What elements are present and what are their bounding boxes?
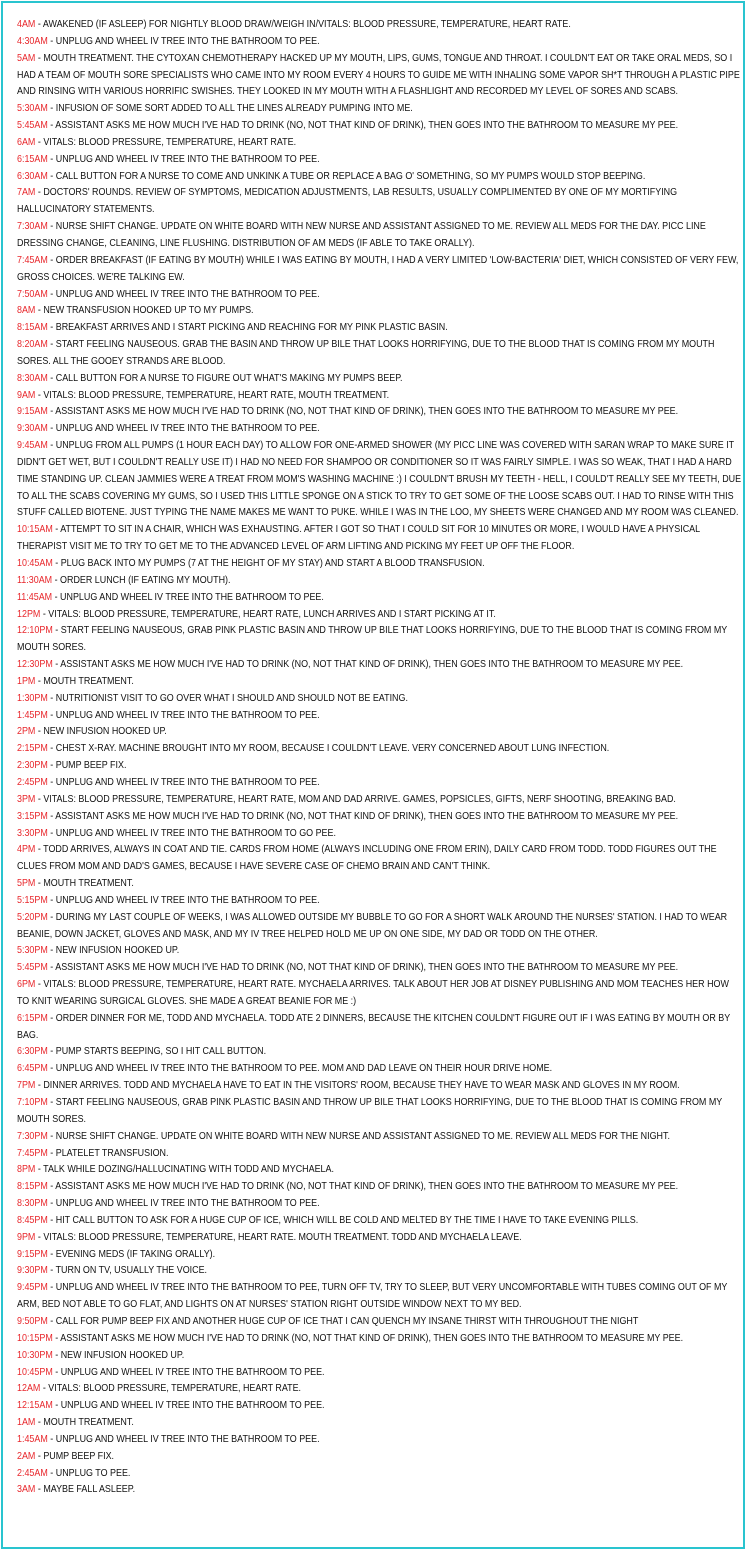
entry-time: 10:30PM: [17, 1349, 53, 1361]
entry-time: 1:30PM: [17, 692, 48, 704]
entry-text: VITALS: BLOOD PRESSURE, TEMPERATURE, HEART RATE.: [48, 1383, 302, 1395]
entry-text: VITALS: BLOOD PRESSURE, TEMPERATURE, HEART RATE, MOM AND DAD ARRIVE. GAMES, POPSICLES, GIFTS, NERF SHOOTING, BREAKING BAD.: [43, 793, 676, 805]
schedule-entry: 2AM - PUMP BEEP FIX.: [17, 1450, 115, 1462]
entry-text: TALK WHILE DOZING/HALLUCINATING WITH TODD AND MYCHAELA.: [43, 1164, 334, 1176]
entry-text: START FEELING NAUSEOUS. GRAB THE BASIN AND THROW UP BILE THAT LOOKS HORRIFYING, DUE TO THE BLOOD THAT IS COMING FROM MY MOUTH SORES. ALL THE GOOEY STRANDS ARE BLOOD.: [17, 339, 715, 367]
entry-time: 6:45PM: [17, 1063, 48, 1075]
entry-time: 6PM: [17, 979, 36, 991]
schedule-entry: 5:30PM - NEW INFUSION HOOKED UP.: [17, 945, 180, 957]
entry-text: VITALS: BLOOD PRESSURE, TEMPERATURE, HEART RATE.: [43, 136, 297, 148]
schedule-entry: 2:45PM - UNPLUG AND WHEEL IV TREE INTO THE BATHROOM TO PEE.: [17, 776, 320, 788]
schedule-entry: 6:30AM - CALL BUTTON FOR A NURSE TO COME AND UNKINK A TUBE OR REPLACE A BAG O' SOMETHING, SO MY PUMPS WOULD STOP BEEPING.: [17, 170, 646, 182]
schedule-entry: 7AM - DOCTORS' ROUNDS. REVIEW OF SYMPTOMS, MEDICATION ADJUSTMENTS, LAB RESULTS, USUALLY COMPLIMENTED BY ONE OF MY MORTIFYING HALLUCINATORY STATEMENTS.: [17, 187, 678, 216]
entry-text: ORDER LUNCH (IF EATING MY MOUTH).: [60, 574, 231, 586]
entry-time: 7:30PM: [17, 1130, 48, 1142]
entry-text: NEW INFUSION HOOKED UP.: [55, 945, 180, 957]
entry-text: UNPLUG AND WHEEL IV TREE INTO THE BATHROOM TO GO PEE.: [55, 827, 336, 839]
entry-text: UNPLUG AND WHEEL IV TREE INTO THE BATHROOM TO PEE.: [60, 591, 324, 603]
schedule-entry: 12PM - VITALS: BLOOD PRESSURE, TEMPERATURE, HEART RATE, LUNCH ARRIVES AND I START PICKING AT IT.: [17, 608, 496, 620]
entry-text: MOUTH TREATMENT.: [43, 675, 134, 687]
entry-text: UNPLUG AND WHEEL IV TREE INTO THE BATHROOM TO PEE.: [60, 1366, 325, 1378]
entry-time: 2:45PM: [17, 776, 48, 788]
entry-text: BREAKFAST ARRIVES AND I START PICKING AND REACHING FOR MY PINK PLASTIC BASIN.: [55, 322, 448, 334]
schedule-entry: 5:30AM - INFUSION OF SOME SORT ADDED TO ALL THE LINES ALREADY PUMPING INTO ME.: [17, 103, 413, 115]
entry-time: 9:30AM: [17, 423, 48, 435]
schedule-entry: 6PM - VITALS: BLOOD PRESSURE, TEMPERATURE, HEART RATE. MYCHAELA ARRIVES. TALK ABOUT HER JOB AT DISNEY PUBLISHING AND MOM TEACHES HER HOW TO KNIT WEARING SURGICAL GLOVES. SHE MADE A GREAT BEANIE FOR ME :): [17, 979, 729, 1007]
entry-time: 1:45PM: [17, 709, 48, 721]
schedule-entry: 10:30PM - NEW INFUSION HOOKED UP.: [17, 1349, 185, 1361]
entry-time: 4AM: [17, 19, 36, 30]
entry-text: VITALS: BLOOD PRESSURE, TEMPERATURE, HEART RATE. MYCHAELA ARRIVES. TALK ABOUT HER JOB AT DISNEY PUBLISHING AND MOM TEACHES HER HOW TO KNIT WEARING SURGICAL GLOVES. SHE MADE A GREAT BEANIE FOR ME :): [17, 979, 729, 1007]
entry-text: CALL BUTTON FOR A NURSE TO COME AND UNKINK A TUBE OR REPLACE A BAG O' SOMETHING, SO MY PUMPS WOULD STOP BEEPING.: [55, 170, 646, 182]
schedule-entry: 9AM - VITALS: BLOOD PRESSURE, TEMPERATURE, HEART RATE, MOUTH TREATMENT.: [17, 389, 390, 401]
entry-text: UNPLUG AND WHEEL IV TREE INTO THE BATHROOM TO PEE. MOM AND DAD LEAVE ON THEIR HOUR DRIVE HOME.: [55, 1063, 553, 1075]
entry-time: 8PM: [17, 1164, 36, 1176]
entry-time: 5:45PM: [17, 962, 48, 974]
entry-text: CALL BUTTON FOR A NURSE TO FIGURE OUT WHAT'S MAKING MY PUMPS BEEP.: [55, 372, 403, 384]
entry-time: 3PM: [17, 793, 36, 805]
schedule-entry: 2PM - NEW INFUSION HOOKED UP.: [17, 726, 167, 738]
schedule-entry: 9:45PM - UNPLUG AND WHEEL IV TREE INTO THE BATHROOM TO PEE, TURN OFF TV, TRY TO SLEEP, BUT VERY UNCOMFORTABLE WITH TUBES COMING OUT OF MY ARM, BED NOT ABLE TO GO FLAT, AND LIGHTS ON AT NURSES' STATION RIGHT OUTSIDE WINDOW NEXT TO MY BED.: [17, 1282, 728, 1311]
schedule-entry: 9:45AM - UNPLUG FROM ALL PUMPS (1 HOUR EACH DAY) TO ALLOW FOR ONE-ARMED SHOWER (MY PICC LINE WAS COVERED WITH SARAN WRAP TO MAKE SURE IT DIDN'T GET WET, BUT I COULDN'T REALLY USE IT) I HAD NO NEED FOR SHAMPOO OR CONDITIONER SO IT WAS FAIRLY SIMPLE. I WAS SO WEAK, THAT I HAD A HARD TIME STANDING UP. CLEAN JAMMIES WERE A TREAT FROM MOM'S WASHING MACHINE :) I COULDN'T BRUSH MY TEETH - HELL, I COULD'T REALLY SEE MY TEETH, DUE TO ALL THE SCABS COVERING MY GUMS, SO I USED THIS LITTLE SPONGE ON A STICK TO TRY TO GET SOME OF THE LOOSE SCABS OUT. I HAD TO RINSE WITH THIS STUFF CALLED BIOTENE. JUST TYPING THE NAME MAKES ME WANT TO PUKE. WHILE I WAS IN THE LOO, MY SHEETS WERE CHANGED AND MY ROOM WAS CLEANED.: [17, 440, 742, 519]
entry-time: 7:50AM: [17, 288, 48, 300]
entry-time: 1:45AM: [17, 1433, 48, 1445]
schedule-entry: 1:30PM - NUTRITIONIST VISIT TO GO OVER WHAT I SHOULD AND SHOULD NOT BE EATING.: [17, 692, 408, 704]
entry-time: 12:15AM: [17, 1400, 53, 1412]
schedule-entry: 5:15PM - UNPLUG AND WHEEL IV TREE INTO THE BATHROOM TO PEE.: [17, 894, 320, 906]
entry-text: NUTRITIONIST VISIT TO GO OVER WHAT I SHOULD AND SHOULD NOT BE EATING.: [55, 692, 408, 704]
entry-text: UNPLUG AND WHEEL IV TREE INTO THE BATHROOM TO PEE.: [55, 1433, 320, 1445]
entry-time: 10:15AM: [17, 524, 53, 536]
daily-schedule: [17, 17, 741, 1499]
entry-text: MOUTH TREATMENT.: [43, 878, 134, 890]
entry-time: 6:30AM: [17, 170, 48, 182]
entry-time: 7:45PM: [17, 1147, 48, 1159]
schedule-entry: 7:30AM - NURSE SHIFT CHANGE. UPDATE ON WHITE BOARD WITH NEW NURSE AND ASSISTANT ASSIGNED TO ME. REVIEW ALL MEDS FOR THE DAY. PICC LINE DRESSING CHANGE, CLEANING, LINE FLUSHING. DISTRIBUTION OF AM MEDS (IF ABLE TO TAKE ORALLY).: [17, 221, 706, 249]
entry-text: START FEELING NAUSEOUS, GRAB PINK PLASTIC BASIN AND THROW UP BILE THAT LOOKS HORRIFYING, DUE TO THE BLOOD THAT IS COMING FROM MY MOUTH SORES.: [17, 1097, 723, 1125]
schedule-entry: 8PM - TALK WHILE DOZING/HALLUCINATING WITH TODD AND MYCHAELA.: [17, 1164, 334, 1176]
entry-time: 6:30PM: [17, 1046, 48, 1058]
schedule-entry: 5:20PM - DURING MY LAST COUPLE OF WEEKS, I WAS ALLOWED OUTSIDE MY BUBBLE TO GO FOR A SHORT WALK AROUND THE NURSES' STATION. I HAD TO WEAR BEANIE, DOWN JACKET, GLOVES AND MASK, AND MY IV TREE HELPED HOLD ME UP ON ONE SIDE, MY DAD OR TODD ON THE OTHER.: [17, 911, 728, 940]
schedule-entry: 1AM - MOUTH TREATMENT.: [17, 1417, 134, 1429]
entry-time: 2PM: [17, 726, 36, 738]
entry-text: UNPLUG AND WHEEL IV TREE INTO THE BATHROOM TO PEE.: [55, 288, 320, 300]
schedule-entry: 11:45AM - UNPLUG AND WHEEL IV TREE INTO THE BATHROOM TO PEE.: [17, 591, 324, 603]
schedule-entry: 4PM - TODD ARRIVES, ALWAYS IN COAT AND TIE. CARDS FROM HOME (ALWAYS INCLUDING ONE FROM ERIN), DAILY CARD FROM TODD. TODD FIGURES OUT THE CLUES FROM MOM AND DAD'S GAMES, BECAUSE I HAVE SEVERE CASE OF CHEMO BRAIN AND CAN'T THINK.: [17, 844, 717, 873]
schedule-entry: 8:30AM - CALL BUTTON FOR A NURSE TO FIGURE OUT WHAT'S MAKING MY PUMPS BEEP.: [17, 372, 403, 384]
entry-time: 10:15PM: [17, 1332, 53, 1344]
schedule-entry: 7:10PM - START FEELING NAUSEOUS, GRAB PINK PLASTIC BASIN AND THROW UP BILE THAT LOOKS HORRIFYING, DUE TO THE BLOOD THAT IS COMING FROM MY MOUTH SORES.: [17, 1097, 723, 1125]
schedule-entry: 12:10PM - START FEELING NAUSEOUS, GRAB PINK PLASTIC BASIN AND THROW UP BILE THAT LOOKS HORRIFYING, DUE TO THE BLOOD THAT IS COMING FROM MY MOUTH SORES.: [17, 625, 728, 654]
entry-time: 4PM: [17, 844, 36, 856]
entry-text: ASSISTANT ASKS ME HOW MUCH I'VE HAD TO DRINK (NO, NOT THAT KIND OF DRINK), THEN GOES INTO THE BATHROOM TO MEASURE MY PEE.: [55, 120, 679, 132]
entry-time: 8AM: [17, 305, 36, 317]
entry-time: 8:15AM: [17, 322, 48, 334]
entry-time: 8:30AM: [17, 372, 48, 384]
entry-time: 6:15AM: [17, 153, 48, 165]
entry-time: 4:30AM: [17, 35, 48, 47]
entry-text: PUMP STARTS BEEPING, SO I HIT CALL BUTTON.: [55, 1046, 267, 1058]
entry-time: 9AM: [17, 389, 36, 401]
entry-text: MOUTH TREATMENT.: [43, 1417, 134, 1429]
schedule-entry: 8:15AM - BREAKFAST ARRIVES AND I START PICKING AND REACHING FOR MY PINK PLASTIC BASIN.: [17, 322, 448, 334]
entry-text: START FEELING NAUSEOUS, GRAB PINK PLASTIC BASIN AND THROW UP BILE THAT LOOKS HORRIFYING, DUE TO THE BLOOD THAT IS COMING FROM MY MOUTH SORES.: [17, 625, 728, 654]
entry-time: 5AM: [17, 52, 36, 64]
schedule-entry: 4:30AM - UNPLUG AND WHEEL IV TREE INTO THE BATHROOM TO PEE.: [17, 35, 320, 47]
entry-time: 11:45AM: [17, 591, 53, 603]
entry-text: UNPLUG AND WHEEL IV TREE INTO THE BATHROOM TO PEE.: [55, 894, 320, 906]
entry-time: 1AM: [17, 1417, 36, 1429]
entry-text: DURING MY LAST COUPLE OF WEEKS, I WAS ALLOWED OUTSIDE MY BUBBLE TO GO FOR A SHORT WALK AROUND THE NURSES' STATION. I HAD TO WEAR BEANIE, DOWN JACKET, GLOVES AND MASK, AND MY IV TREE HELPED HOLD ME UP ON ONE SIDE, MY DAD OR TODD ON THE OTHER.: [17, 911, 728, 940]
schedule-entry: 7:50AM - UNPLUG AND WHEEL IV TREE INTO THE BATHROOM TO PEE.: [17, 288, 320, 300]
entry-time: 5:30PM: [17, 945, 48, 957]
entry-time: 2:30PM: [17, 760, 48, 772]
entry-text: VITALS: BLOOD PRESSURE, TEMPERATURE, HEART RATE, LUNCH ARRIVES AND I START PICKING AT IT.: [48, 608, 496, 620]
entry-time: 12:10PM: [17, 625, 53, 637]
schedule-entry: 6:15PM - ORDER DINNER FOR ME, TODD AND MYCHAELA. TODD ATE 2 DINNERS, BECAUSE THE KITCHEN COULDN'T FIGURE OUT IF I WAS EATING BY MOUTH OR BY BAG.: [17, 1012, 731, 1041]
entry-time: 7:10PM: [17, 1097, 48, 1108]
schedule-entry: 9:50PM - CALL FOR PUMP BEEP FIX AND ANOTHER HUGE CUP OF ICE THAT I CAN QUENCH MY INSANE THIRST WITH THROUGHOUT THE NIGHT: [17, 1315, 639, 1327]
entry-time: 10:45PM: [17, 1366, 53, 1378]
schedule-entry: 11:30AM - ORDER LUNCH (IF EATING MY MOUTH).: [17, 574, 231, 586]
entry-text: PUMP BEEP FIX.: [55, 760, 127, 772]
entry-time: 2AM: [17, 1450, 36, 1462]
schedule-entry: 1:45PM - UNPLUG AND WHEEL IV TREE INTO THE BATHROOM TO PEE.: [17, 709, 320, 721]
schedule-entry: 3:15PM - ASSISTANT ASKS ME HOW MUCH I'VE HAD TO DRINK (NO, NOT THAT KIND OF DRINK), THEN GOES INTO THE BATHROOM TO MEASURE MY PEE.: [17, 810, 679, 822]
entry-time: 2:45AM: [17, 1467, 48, 1479]
entry-time: 6:15PM: [17, 1012, 48, 1024]
entry-text: CALL FOR PUMP BEEP FIX AND ANOTHER HUGE CUP OF ICE THAT I CAN QUENCH MY INSANE THIRST WITH THROUGHOUT THE NIGHT: [55, 1315, 639, 1327]
entry-text: VITALS: BLOOD PRESSURE, TEMPERATURE, HEART RATE. MOUTH TREATMENT. TODD AND MYCHAELA LEAVE.: [43, 1231, 522, 1243]
entry-time: 8:45PM: [17, 1214, 48, 1226]
schedule-entry: 7:45PM - PLATELET TRANSFUSION.: [17, 1147, 169, 1159]
entry-time: 9:15PM: [17, 1248, 48, 1260]
entry-text: NEW TRANSFUSION HOOKED UP TO MY PUMPS.: [43, 305, 254, 317]
schedule-entry: 2:15PM - CHEST X-RAY. MACHINE BROUGHT INTO MY ROOM, BECAUSE I COULDN'T LEAVE. VERY CONCERNED ABOUT LUNG INFECTION.: [17, 743, 610, 755]
entry-time: 1PM: [17, 675, 36, 687]
schedule-entry: 12AM - VITALS: BLOOD PRESSURE, TEMPERATURE, HEART RATE.: [17, 1383, 302, 1395]
schedule-entry: 3:30PM - UNPLUG AND WHEEL IV TREE INTO THE BATHROOM TO GO PEE.: [17, 827, 336, 839]
entry-time: 6AM: [17, 136, 36, 148]
entry-text: NURSE SHIFT CHANGE. UPDATE ON WHITE BOARD WITH NEW NURSE AND ASSISTANT ASSIGNED TO ME. REVIEW ALL MEDS FOR THE NIGHT.: [55, 1130, 670, 1142]
entry-time: 5:15PM: [17, 894, 48, 906]
entry-time: 11:30AM: [17, 574, 53, 586]
schedule-entry: 9:15PM - EVENING MEDS (IF TAKING ORALLY).: [17, 1248, 216, 1260]
schedule-entry: 6:45PM - UNPLUG AND WHEEL IV TREE INTO THE BATHROOM TO PEE. MOM AND DAD LEAVE ON THEIR HOUR DRIVE HOME.: [17, 1063, 553, 1075]
entry-text: PLUG BACK INTO MY PUMPS (7 AT THE HEIGHT OF MY STAY) AND START A BLOOD TRANSFUSION.: [60, 558, 485, 569]
entry-text: PLATELET TRANSFUSION.: [55, 1147, 169, 1159]
entry-text: UNPLUG AND WHEEL IV TREE INTO THE BATHROOM TO PEE.: [55, 423, 320, 435]
entry-text: ASSISTANT ASKS ME HOW MUCH I'VE HAD TO DRINK (NO, NOT THAT KIND OF DRINK), THEN GOES INTO THE BATHROOM TO MEASURE MY PEE.: [55, 1181, 679, 1193]
entry-time: 7AM: [17, 187, 36, 199]
entry-text: UNPLUG FROM ALL PUMPS (1 HOUR EACH DAY) TO ALLOW FOR ONE-ARMED SHOWER (MY PICC LINE WAS COVERED WITH SARAN WRAP TO MAKE SURE IT DIDN'T GET WET, BUT I COULDN'T REALLY USE IT) I HAD NO NEED FOR SHAMPOO OR CONDITIONER SO IT WAS FAIRLY SIMPLE. I WAS SO WEAK, THAT I HAD A HARD TIME STANDING UP. CLEAN JAMMIES WERE A TREAT FROM MOM'S WASHING MACHINE :) I COULDN'T BRUSH MY TEETH - HELL, I COULD'T REALLY SEE MY TEETH, DUE TO ALL THE SCABS COVERING MY GUMS, SO I USED THIS LITTLE SPONGE ON A STICK TO TRY TO GET SOME OF THE LOOSE SCABS OUT. I HAD TO RINSE WITH THIS STUFF CALLED BIOTENE. JUST TYPING THE NAME MAKES ME WANT TO PUKE. WHILE I WAS IN THE LOO, MY SHEETS WERE CHANGED AND MY ROOM WAS CLEANED.: [17, 440, 742, 519]
entry-text: HIT CALL BUTTON TO ASK FOR A HUGE CUP OF ICE, WHICH WILL BE COLD AND MELTED BY THE TIME I HAVE TO TAKE EVENING PILLS.: [55, 1214, 639, 1226]
schedule-entry: 8:15PM - ASSISTANT ASKS ME HOW MUCH I'VE HAD TO DRINK (NO, NOT THAT KIND OF DRINK), THEN GOES INTO THE BATHROOM TO MEASURE MY PEE.: [17, 1181, 679, 1193]
entry-time: 9:45PM: [17, 1282, 48, 1294]
entry-text: DOCTORS' ROUNDS. REVIEW OF SYMPTOMS, MEDICATION ADJUSTMENTS, LAB RESULTS, USUALLY COMPLIMENTED BY ONE OF MY MORTIFYING HALLUCINATORY STATEMENTS.: [17, 187, 678, 216]
schedule-frame: [1, 1, 745, 1549]
schedule-entry: 5:45AM - ASSISTANT ASKS ME HOW MUCH I'VE HAD TO DRINK (NO, NOT THAT KIND OF DRINK), THEN GOES INTO THE BATHROOM TO MEASURE MY PEE.: [17, 120, 679, 132]
schedule-entry: 8:30PM - UNPLUG AND WHEEL IV TREE INTO THE BATHROOM TO PEE.: [17, 1198, 320, 1210]
schedule-entry: 3PM - VITALS: BLOOD PRESSURE, TEMPERATURE, HEART RATE, MOM AND DAD ARRIVE. GAMES, POPSICLES, GIFTS, NERF SHOOTING, BREAKING BAD.: [17, 793, 676, 805]
entry-time: 8:20AM: [17, 339, 48, 351]
entry-time: 5PM: [17, 878, 36, 890]
entry-text: ASSISTANT ASKS ME HOW MUCH I'VE HAD TO DRINK (NO, NOT THAT KIND OF DRINK), THEN GOES INTO THE BATHROOM TO MEASURE MY PEE.: [60, 659, 684, 671]
entry-text: VITALS: BLOOD PRESSURE, TEMPERATURE, HEART RATE, MOUTH TREATMENT.: [43, 389, 390, 401]
schedule-entry: 5:45PM - ASSISTANT ASKS ME HOW MUCH I'VE HAD TO DRINK (NO, NOT THAT KIND OF DRINK), THEN GOES INTO THE BATHROOM TO MEASURE MY PEE.: [17, 962, 679, 974]
entry-text: AWAKENED (IF ASLEEP) FOR NIGHTLY BLOOD DRAW/WEIGH IN/VITALS: BLOOD PRESSURE, TEMPERATURE, HEART RATE.: [42, 19, 571, 30]
entry-time: 3:15PM: [17, 810, 48, 822]
entry-text: ASSISTANT ASKS ME HOW MUCH I'VE HAD TO DRINK (NO, NOT THAT KIND OF DRINK), THEN GOES INTO THE BATHROOM TO MEASURE MY PEE.: [60, 1332, 684, 1344]
entry-text: UNPLUG AND WHEEL IV TREE INTO THE BATHROOM TO PEE.: [55, 709, 320, 721]
schedule-entry: 3AM - MAYBE FALL ASLEEP.: [17, 1484, 136, 1496]
entry-time: 9:30PM: [17, 1265, 48, 1277]
entry-time: 5:45AM: [17, 120, 48, 132]
entry-text: NEW INFUSION HOOKED UP.: [43, 726, 167, 738]
entry-time: 3:30PM: [17, 827, 48, 839]
schedule-entry: 6:15AM - UNPLUG AND WHEEL IV TREE INTO THE BATHROOM TO PEE.: [17, 153, 320, 165]
entry-text: INFUSION OF SOME SORT ADDED TO ALL THE LINES ALREADY PUMPING INTO ME.: [55, 103, 413, 115]
entry-time: 9:15AM: [17, 406, 48, 418]
schedule-entry: 7:45AM - ORDER BREAKFAST (IF EATING BY MOUTH) WHILE I WAS EATING BY MOUTH, I HAD A VERY LIMITED 'LOW-BACTERIA' DIET, WHICH CONSISTED OF VERY FEW, GROSS CHOICES. WE'RE TALKING EW.: [17, 254, 739, 283]
entry-time: 9:50PM: [17, 1315, 48, 1327]
entry-time: 7PM: [17, 1080, 36, 1092]
schedule-entry: 9:30PM - TURN ON TV, USUALLY THE VOICE.: [17, 1265, 208, 1277]
schedule-entry: 8:20AM - START FEELING NAUSEOUS. GRAB THE BASIN AND THROW UP BILE THAT LOOKS HORRIFYING, DUE TO THE BLOOD THAT IS COMING FROM MY MOUTH SORES. ALL THE GOOEY STRANDS ARE BLOOD.: [17, 339, 715, 367]
schedule-entry: 10:45AM - PLUG BACK INTO MY PUMPS (7 AT THE HEIGHT OF MY STAY) AND START A BLOOD TRANSFUSION.: [17, 558, 485, 569]
entry-text: NURSE SHIFT CHANGE. UPDATE ON WHITE BOARD WITH NEW NURSE AND ASSISTANT ASSIGNED TO ME. REVIEW ALL MEDS FOR THE DAY. PICC LINE DRESSING CHANGE, CLEANING, LINE FLUSHING. DISTRIBUTION OF AM MEDS (IF ABLE TO TAKE ORALLY).: [17, 221, 706, 249]
schedule-entry: 2:30PM - PUMP BEEP FIX.: [17, 760, 127, 772]
schedule-entry: 1:45AM - UNPLUG AND WHEEL IV TREE INTO THE BATHROOM TO PEE.: [17, 1433, 320, 1445]
schedule-entry: 5AM - MOUTH TREATMENT. THE CYTOXAN CHEMOTHERAPY HACKED UP MY MOUTH, LIPS, GUMS, TONGUE AND THROAT. I COULDN'T EAT OR TAKE ORAL MEDS, SO I HAD A TEAM OF MOUTH SORE SPECIALISTS WHO CAME INTO MY ROOM EVERY 4 HOURS TO GUIDE ME WITH INHALING SOME VAPOR SH*T THROUGH A PLASTIC PIPE AND RINSING WITH VARIOUS HORRIFIC SWISHES. THEY LOOKED IN MY MOUTH WITH A FLASHLIGHT AND RECORDED MY LEVEL OF SORES AND SCABS.: [17, 52, 740, 98]
entry-time: 9:45AM: [17, 440, 48, 452]
schedule-entry: 8AM - NEW TRANSFUSION HOOKED UP TO MY PUMPS.: [17, 305, 254, 317]
entry-text: UNPLUG AND WHEEL IV TREE INTO THE BATHROOM TO PEE, TURN OFF TV, TRY TO SLEEP, BUT VERY UNCOMFORTABLE WITH TUBES COMING OUT OF MY ARM, BED NOT ABLE TO GO FLAT, AND LIGHTS ON AT NURSES' STATION RIGHT OUTSIDE WINDOW NEXT TO MY BED.: [17, 1282, 728, 1311]
entry-time: 3AM: [17, 1484, 36, 1496]
entry-text: UNPLUG AND WHEEL IV TREE INTO THE BATHROOM TO PEE.: [55, 1198, 320, 1210]
schedule-entry: 12:30PM - ASSISTANT ASKS ME HOW MUCH I'VE HAD TO DRINK (NO, NOT THAT KIND OF DRINK), THEN GOES INTO THE BATHROOM TO MEASURE MY PEE.: [17, 659, 684, 671]
entry-time: 8:30PM: [17, 1198, 48, 1210]
schedule-entry: 4AM - AWAKENED (IF ASLEEP) FOR NIGHTLY BLOOD DRAW/WEIGH IN/VITALS: BLOOD PRESSURE, TEMPERATURE, HEART RATE.: [17, 19, 571, 30]
entry-time: 5:30AM: [17, 103, 48, 115]
entry-text: DINNER ARRIVES. TODD AND MYCHAELA HAVE TO EAT IN THE VISITORS' ROOM, BECAUSE THEY HAVE TO WEAR MASK AND GLOVES IN MY ROOM.: [43, 1080, 680, 1092]
schedule-entry: 2:45AM - UNPLUG TO PEE.: [17, 1467, 131, 1479]
entry-time: 7:30AM: [17, 221, 48, 233]
entry-text: EVENING MEDS (IF TAKING ORALLY).: [55, 1248, 216, 1260]
schedule-entry: 12:15AM - UNPLUG AND WHEEL IV TREE INTO THE BATHROOM TO PEE.: [17, 1400, 325, 1412]
entry-text: ASSISTANT ASKS ME HOW MUCH I'VE HAD TO DRINK (NO, NOT THAT KIND OF DRINK), THEN GOES INTO THE BATHROOM TO MEASURE MY PEE.: [55, 962, 679, 974]
entry-text: UNPLUG AND WHEEL IV TREE INTO THE BATHROOM TO PEE.: [55, 153, 320, 165]
schedule-entry: 8:45PM - HIT CALL BUTTON TO ASK FOR A HUGE CUP OF ICE, WHICH WILL BE COLD AND MELTED BY THE TIME I HAVE TO TAKE EVENING PILLS.: [17, 1214, 639, 1226]
entry-text: ATTEMPT TO SIT IN A CHAIR, WHICH WAS EXHAUSTING. AFTER I GOT SO THAT I COULD SIT FOR 10 MINUTES OR MORE, I WOULD HAVE A PHYSICAL THERAPIST VISIT ME TO TRY TO GET ME TO THE ADVANCED LEVEL OF ARM LIFTING AND PICKING MY FEET UP OFF THE FLOOR.: [17, 524, 700, 553]
schedule-entry: 1PM - MOUTH TREATMENT.: [17, 675, 134, 687]
entry-time: 9PM: [17, 1231, 36, 1243]
entry-text: CHEST X-RAY. MACHINE BROUGHT INTO MY ROOM, BECAUSE I COULDN'T LEAVE. VERY CONCERNED ABOUT LUNG INFECTION.: [55, 743, 610, 755]
entry-text: UNPLUG TO PEE.: [55, 1467, 131, 1479]
entry-text: MAYBE FALL ASLEEP.: [43, 1484, 136, 1496]
entry-time: 8:15PM: [17, 1181, 48, 1193]
entry-text: ORDER BREAKFAST (IF EATING BY MOUTH) WHILE I WAS EATING BY MOUTH, I HAD A VERY LIMITED 'LOW-BACTERIA' DIET, WHICH CONSISTED OF VERY FEW, GROSS CHOICES. WE'RE TALKING EW.: [17, 254, 739, 283]
schedule-entry: 6:30PM - PUMP STARTS BEEPING, SO I HIT CALL BUTTON.: [17, 1046, 267, 1058]
entry-text: UNPLUG AND WHEEL IV TREE INTO THE BATHROOM TO PEE.: [55, 35, 320, 47]
entry-time: 2:15PM: [17, 743, 48, 755]
schedule-entry: 10:15PM - ASSISTANT ASKS ME HOW MUCH I'VE HAD TO DRINK (NO, NOT THAT KIND OF DRINK), THEN GOES INTO THE BATHROOM TO MEASURE MY PEE.: [17, 1332, 684, 1344]
entry-time: 10:45AM: [17, 558, 53, 569]
entry-time: 12AM: [17, 1383, 41, 1395]
schedule-entry: 7PM - DINNER ARRIVES. TODD AND MYCHAELA HAVE TO EAT IN THE VISITORS' ROOM, BECAUSE THEY HAVE TO WEAR MASK AND GLOVES IN MY ROOM.: [17, 1080, 680, 1092]
schedule-entry: 9:30AM - UNPLUG AND WHEEL IV TREE INTO THE BATHROOM TO PEE.: [17, 423, 320, 435]
entry-text: TODD ARRIVES, ALWAYS IN COAT AND TIE. CARDS FROM HOME (ALWAYS INCLUDING ONE FROM ERIN), DAILY CARD FROM TODD. TODD FIGURES OUT THE CLUES FROM MOM AND DAD'S GAMES, BECAUSE I HAVE SEVERE CASE OF CHEMO BRAIN AND CAN'T THINK.: [17, 844, 717, 873]
entry-text: NEW INFUSION HOOKED UP.: [60, 1349, 185, 1361]
schedule-entry: 5PM - MOUTH TREATMENT.: [17, 878, 134, 890]
entry-text: PUMP BEEP FIX.: [43, 1450, 115, 1462]
entry-time: 5:20PM: [17, 911, 48, 923]
entry-text: TURN ON TV, USUALLY THE VOICE.: [55, 1265, 208, 1277]
entry-text: MOUTH TREATMENT. THE CYTOXAN CHEMOTHERAPY HACKED UP MY MOUTH, LIPS, GUMS, TONGUE AND THROAT. I COULDN'T EAT OR TAKE ORAL MEDS, SO I HAD A TEAM OF MOUTH SORE SPECIALISTS WHO CAME INTO MY ROOM EVERY 4 HOURS TO GUIDE ME WITH INHALING SOME VAPOR SH*T THROUGH A PLASTIC PIPE AND RINSING WITH VARIOUS HORRIFIC SWISHES. THEY LOOKED IN MY MOUTH WITH A FLASHLIGHT AND RECORDED MY LEVEL OF SORES AND SCABS.: [17, 52, 740, 98]
entry-time: 12PM: [17, 608, 41, 620]
schedule-entry: 6AM - VITALS: BLOOD PRESSURE, TEMPERATURE, HEART RATE.: [17, 136, 297, 148]
entry-time: 12:30PM: [17, 659, 53, 671]
entry-text: ASSISTANT ASKS ME HOW MUCH I'VE HAD TO DRINK (NO, NOT THAT KIND OF DRINK), THEN GOES INTO THE BATHROOM TO MEASURE MY PEE.: [55, 406, 679, 418]
schedule-entry: 10:15AM - ATTEMPT TO SIT IN A CHAIR, WHICH WAS EXHAUSTING. AFTER I GOT SO THAT I COULD SIT FOR 10 MINUTES OR MORE, I WOULD HAVE A PHYSICAL THERAPIST VISIT ME TO TRY TO GET ME TO THE ADVANCED LEVEL OF ARM LIFTING AND PICKING MY FEET UP OFF THE FLOOR.: [17, 524, 700, 553]
schedule-entry: 9PM - VITALS: BLOOD PRESSURE, TEMPERATURE, HEART RATE. MOUTH TREATMENT. TODD AND MYCHAELA LEAVE.: [17, 1231, 522, 1243]
entry-text: UNPLUG AND WHEEL IV TREE INTO THE BATHROOM TO PEE.: [60, 1400, 325, 1412]
schedule-entry: 7:30PM - NURSE SHIFT CHANGE. UPDATE ON WHITE BOARD WITH NEW NURSE AND ASSISTANT ASSIGNED TO ME. REVIEW ALL MEDS FOR THE NIGHT.: [17, 1130, 670, 1142]
schedule-entry: 10:45PM - UNPLUG AND WHEEL IV TREE INTO THE BATHROOM TO PEE.: [17, 1366, 325, 1378]
entry-text: UNPLUG AND WHEEL IV TREE INTO THE BATHROOM TO PEE.: [55, 776, 320, 788]
entry-text: ASSISTANT ASKS ME HOW MUCH I'VE HAD TO DRINK (NO, NOT THAT KIND OF DRINK), THEN GOES INTO THE BATHROOM TO MEASURE MY PEE.: [55, 810, 679, 822]
entry-time: 7:45AM: [17, 254, 48, 266]
schedule-entry: 9:15AM - ASSISTANT ASKS ME HOW MUCH I'VE HAD TO DRINK (NO, NOT THAT KIND OF DRINK), THEN GOES INTO THE BATHROOM TO MEASURE MY PEE.: [17, 406, 679, 418]
entry-text: ORDER DINNER FOR ME, TODD AND MYCHAELA. TODD ATE 2 DINNERS, BECAUSE THE KITCHEN COULDN'T FIGURE OUT IF I WAS EATING BY MOUTH OR BY BAG.: [17, 1012, 731, 1041]
